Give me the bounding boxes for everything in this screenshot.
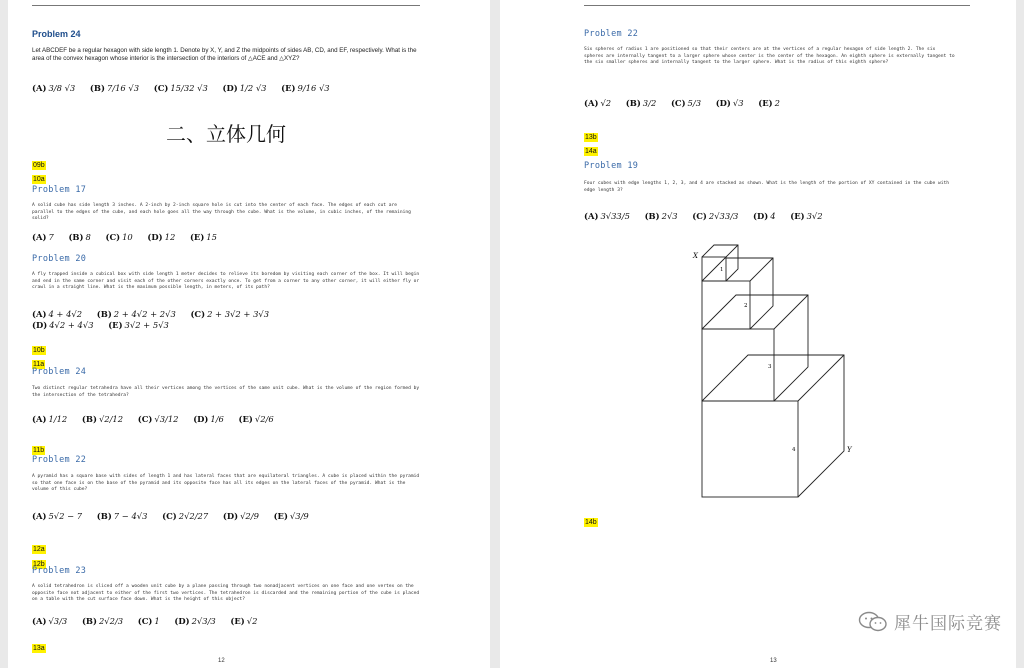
tag-10b: 10b	[33, 347, 45, 354]
choice-c: (C) 2√2/27	[162, 511, 209, 521]
watermark-text: 犀牛国际竞赛	[894, 614, 1002, 634]
choice-a: (A) 3/8 √3	[32, 83, 76, 93]
choice-c: (C) 1	[137, 616, 160, 626]
tag-13a: 13a	[33, 645, 45, 652]
chapter-heading: 二、立体几何	[166, 122, 286, 146]
choice-e: (E) √2/6	[238, 414, 274, 424]
choice-e: (E) 3√2 + 5√3	[108, 320, 169, 330]
choice-a: (A) √2	[584, 98, 612, 108]
label-edge-1: 1	[720, 267, 724, 273]
choice-a: (A) 4 + 4√2	[32, 309, 83, 319]
choice-b: (B) 3/2	[625, 98, 657, 108]
label-y: Y	[847, 446, 852, 454]
choice-d: (D) √3	[715, 98, 744, 108]
choice-c: (C) 10	[105, 232, 133, 242]
problem-23-text: A solid tetrahedron is sliced off a wooden unit cube by a plane passing through two nonadjacent vertices on one face and one vertex on the opposite face not adjacent to either of the first two vertices. The tetrahedron is discarded and the remaining portion of the cube is placed on a table with the cut surface face down. What is the height of this object?	[32, 584, 420, 603]
problem-22-title: Problem 22	[584, 29, 639, 39]
page-number: 13	[770, 658, 777, 664]
choice-a: (A) √3/3	[32, 616, 68, 626]
tag-11a: 11a	[33, 361, 45, 368]
top-rule	[32, 5, 420, 6]
problem-22-text: A pyramid has a square base with sides of length 1 and has lateral faces that are equilateral triangles. A cube is placed within the pyramid so that one face is on the base of the pyramid and its opposite face has all its edges on the lateral faces of the pyramid. What is the volume of this cube?	[32, 474, 420, 493]
page-number: 12	[218, 658, 225, 664]
choice-d: (D) 2√3/3	[174, 616, 216, 626]
cube-4-edge	[798, 355, 844, 401]
problem-24b-choices	[32, 414, 420, 424]
choice-d: (D) 1/6	[193, 414, 224, 424]
problem-17-choices	[32, 232, 420, 242]
problem-24-choices	[32, 83, 420, 93]
problem-23-choices	[32, 616, 420, 626]
problem-19-title: Problem 19	[584, 161, 639, 171]
choice-d: (D) √2/9	[222, 511, 259, 521]
problem-22-text: Six spheres of radius 1 are positioned so that their centers are at the vertices of a regular hexagon of side length 2. The six spheres are internally tangent to a larger sphere whose center is the center of the hexagon. An eighth sphere is externally tangent to the six smaller spheres and internally tangent to the larger sphere. What is the radius of this eighth sphere?	[584, 47, 955, 66]
choice-e: (E) 15	[189, 232, 217, 242]
choice-a: (A) 5√2 − 7	[32, 511, 83, 521]
problem-19-text: Four cubes with edge lengths 1, 2, 3, and 4 are stacked as shown. What is the length of the portion of XY contained in the cube with edge length 3?	[584, 181, 950, 193]
choice-b: (B) 2√2/3	[81, 616, 124, 626]
problem-22-choices	[32, 511, 420, 521]
choice-a: (A) 7	[32, 232, 54, 242]
choice-d: (D) 1/2 √3	[222, 83, 267, 93]
choice-c: (C) 15/32 √3	[153, 83, 208, 93]
cube-2-edge	[750, 258, 773, 281]
choice-c: (C) 2√33/3	[692, 211, 739, 221]
page-12	[8, 0, 490, 668]
tag-09b: 09b	[33, 162, 45, 169]
choice-d: (D) 12	[147, 232, 176, 242]
stacked-cubes-figure	[690, 238, 860, 508]
problem-17-text: A solid cube has side length 3 inches. A 2-inch by 2-inch square hole is cut into the center of each face. The edges of each cut are parallel to the edges of the cube, and each hole goes all the way through the cube. What is the volume, in cubic inches, of the remaining solid?	[32, 203, 411, 222]
choice-b: (B) 2 + 4√2 + 2√3	[96, 309, 176, 319]
problem-23-title: Problem 23	[32, 566, 87, 576]
choice-b: (B) √2/12	[81, 414, 124, 424]
problem-20-text: A fly trapped inside a cubical box with side length 1 meter decides to relieve its boredom by visiting each corner of the box. It will begin and end in the same corner and visit each of the other corners exactly once. To get from a corner to any other corner, it will either fly or crawl in a straight line. What is the maximum possible length, in meters, of its path?	[32, 272, 420, 291]
wechat-icon	[858, 611, 888, 633]
choice-a: (A) 1/12	[32, 414, 68, 424]
problem-24-text: Let ABCDEF be a regular hexagon with side length 1. Denote by X, Y, and Z the midpoints of sides AB, CD, and EF, respectively. What is the area of the convex hexagon whose interior is the intersection of the interiors of △ACE and △XYZ?	[32, 47, 417, 62]
problem-24b-text: Two distinct regular tetrahedra have all their vertices among the vertices of the same unit cube. What is the volume of the region formed by the intersection of the tetrahedra?	[32, 386, 420, 398]
label-edge-4: 4	[792, 447, 796, 453]
choice-b: (B) 7 − 4√3	[96, 511, 148, 521]
tag-11b: 11b	[33, 447, 45, 454]
label-edge-2: 2	[744, 303, 748, 309]
choice-c: (C) 5/3	[670, 98, 702, 108]
page-13	[500, 0, 1016, 668]
cube-3-edge	[774, 295, 808, 329]
choice-b: (B) 8	[68, 232, 91, 242]
tag-13b: 13b	[585, 134, 597, 141]
choice-a: (A) 3√33/5	[584, 211, 630, 221]
watermark	[858, 609, 1002, 634]
problem-24b-title: Problem 24	[32, 367, 87, 377]
problem-20-choices-line2	[32, 320, 420, 330]
choice-e: (E) √2	[230, 616, 258, 626]
choice-e: (E) 2	[758, 98, 780, 108]
choice-e: (E) 9/16 √3	[281, 83, 330, 93]
problem-19-choices	[584, 211, 956, 221]
cube-1-edge	[726, 245, 738, 257]
tag-10a: 10a	[33, 176, 45, 183]
cube-4-front	[702, 401, 798, 497]
tag-12b: 12b	[33, 561, 45, 568]
choice-c: (C) 2 + 3√2 + 3√3	[190, 309, 270, 319]
tag-14a: 14a	[585, 148, 597, 155]
problem-17-title: Problem 17	[32, 185, 87, 195]
top-rule	[584, 5, 970, 6]
problem-22-title: Problem 22	[32, 455, 87, 465]
choice-b: (B) 7/16 √3	[89, 83, 140, 93]
tag-14b: 14b	[585, 519, 597, 526]
label-x: X	[693, 252, 698, 260]
choice-d: (D) 4√2 + 4√3	[32, 320, 94, 330]
choice-e: (E) √3/9	[273, 511, 309, 521]
choice-b: (B) 2√3	[644, 211, 678, 221]
problem-20-choices-line1	[32, 309, 420, 319]
problem-20-title: Problem 20	[32, 254, 87, 264]
choice-c: (C) √3/12	[137, 414, 179, 424]
tag-12a: 12a	[33, 546, 45, 553]
label-edge-3: 3	[768, 364, 772, 370]
problem-22-choices	[584, 98, 956, 108]
choice-e: (E) 3√2	[790, 211, 823, 221]
problem-24-title: Problem 24	[32, 29, 81, 39]
choice-d: (D) 4	[753, 211, 776, 221]
